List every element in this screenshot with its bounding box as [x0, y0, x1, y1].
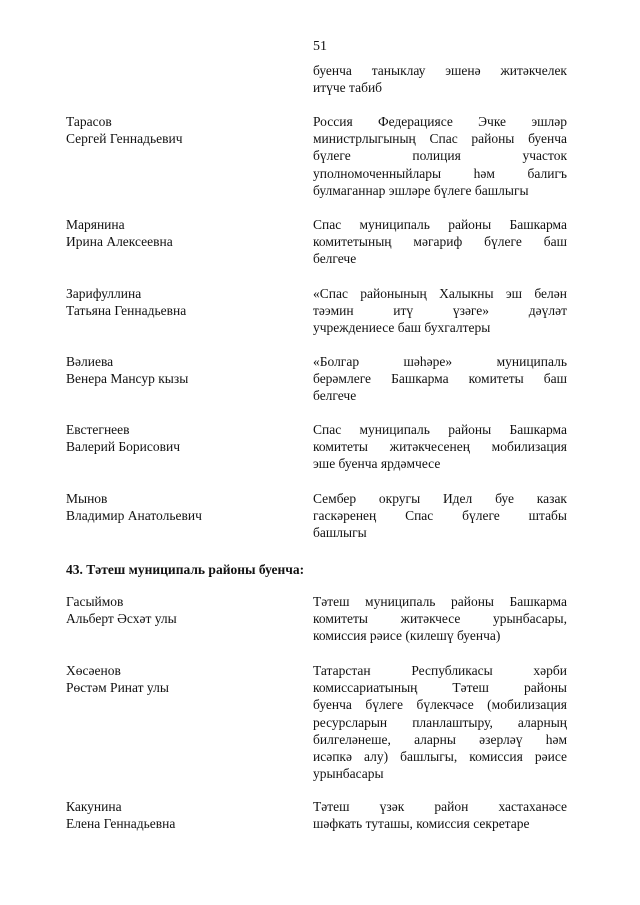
- member-name: [66, 421, 286, 455]
- given-names: Елена Геннадьевна: [66, 816, 176, 832]
- member-position: [313, 490, 567, 542]
- text-line: Тәтеш муниципаль районы Башкарма: [313, 594, 567, 609]
- text-line: министрлыгының Спас районы буенча: [313, 131, 567, 147]
- text-line: гаскәренең Спас бүлеге штабы: [313, 508, 567, 524]
- member-name: [66, 490, 286, 524]
- text-line: билгеләнеше, аларны әзерләү һәм: [313, 731, 567, 747]
- text-line: урынбасары: [313, 766, 384, 782]
- text-line: комитеты житәкчесе урынбасары,: [313, 611, 567, 627]
- text-line: буенча таныклау эшенә житәкчелек: [313, 63, 567, 78]
- text-line: комиссия рәисе (килешү буенча): [313, 628, 501, 644]
- text-line: уполномоченныйлары һәм балигъ: [313, 165, 567, 181]
- surname: Зарифуллина: [66, 286, 142, 301]
- text-line: комитетының мәгариф бүлеге баш: [313, 234, 567, 250]
- section-heading: 43. Тәтеш муниципаль районы буенча:: [66, 562, 305, 577]
- member-name: [66, 353, 286, 387]
- surname: Евстегнеев: [66, 422, 130, 437]
- page-number: 51: [313, 39, 327, 54]
- text-line: ресурсларын планлаштыру, аларның: [313, 714, 567, 730]
- continued-position-text: [313, 62, 567, 96]
- text-line: «Болгар шәһәре» муниципаль: [313, 354, 567, 369]
- member-position: [313, 285, 567, 337]
- given-names: Венера Мансур кызы: [66, 371, 189, 387]
- member-position: [313, 593, 567, 645]
- text-line: буенча бүлеге бүлекчәсе (мобилизация: [313, 697, 567, 713]
- surname: Марянина: [66, 217, 125, 232]
- surname: Какунина: [66, 799, 122, 814]
- member-name: [66, 113, 286, 147]
- text-line: Россия Федерациясе Эчке эшләр: [313, 114, 567, 129]
- given-names: Татьяна Геннадьевна: [66, 303, 187, 319]
- surname: Вәлиева: [66, 354, 114, 369]
- text-line: берәмлеге Башкарма комитеты баш: [313, 371, 567, 387]
- surname: Хөсәенов: [66, 663, 121, 678]
- member-position: [313, 113, 567, 199]
- text-line: Татарстан Республикасы хәрби: [313, 663, 567, 678]
- text-line: комиссариатының Тәтеш районы: [313, 680, 567, 696]
- member-name: [66, 216, 286, 250]
- surname: Тарасов: [66, 114, 112, 129]
- text-line: башлыгы: [313, 525, 367, 541]
- text-line: Сембер округы Идел буе казак: [313, 491, 567, 506]
- text-line: Спас муниципаль районы Башкарма: [313, 217, 567, 232]
- text-line: белгече: [313, 388, 357, 404]
- text-line: тәэмин итү үзәге» дәүләт: [313, 303, 567, 319]
- member-name: [66, 662, 286, 696]
- member-position: [313, 216, 567, 268]
- given-names: Владимир Анатольевич: [66, 508, 202, 524]
- given-names: Сергей Геннадьевич: [66, 131, 183, 147]
- text-line: Спас муниципаль районы Башкарма: [313, 422, 567, 437]
- text-line: шәфкать туташы, комиссия секретаре: [313, 816, 530, 832]
- text-line: учреждениесе баш бухгалтеры: [313, 320, 491, 336]
- member-position: [313, 353, 567, 405]
- text-line: эше буенча ярдәмчесе: [313, 456, 441, 472]
- text-line: Тәтеш үзәк район хастаханәсе: [313, 799, 567, 814]
- text-line: «Спас районының Халыкны эш белән: [313, 286, 567, 301]
- given-names: Рөстәм Ринат улы: [66, 680, 169, 696]
- surname: Мынов: [66, 491, 108, 506]
- member-position: [313, 662, 567, 782]
- surname: Гасыймов: [66, 594, 124, 609]
- member-position: [313, 798, 567, 832]
- text-line: итүче табиб: [313, 80, 383, 96]
- member-position: [313, 421, 567, 473]
- text-line: комитеты житәкчесенең мобилизация: [313, 439, 567, 455]
- member-name: [66, 798, 286, 832]
- given-names: Альберт Әсхәт улы: [66, 611, 177, 627]
- given-names: Валерий Борисович: [66, 439, 181, 455]
- member-name: [66, 593, 286, 627]
- given-names: Ирина Алексеевна: [66, 234, 173, 250]
- text-line: исәпкә алу) башлыгы, комиссия рәисе: [313, 749, 567, 765]
- member-name: [66, 285, 286, 319]
- text-line: бүлеге полиция участок: [313, 148, 567, 164]
- text-line: белгече: [313, 251, 357, 267]
- text-line: булмаганнар эшләре бүлеге башлыгы: [313, 182, 529, 198]
